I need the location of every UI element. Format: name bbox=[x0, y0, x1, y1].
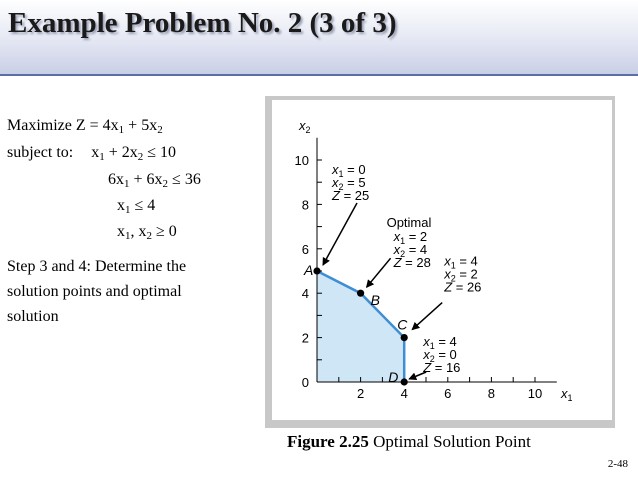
figure-panel bbox=[272, 100, 612, 420]
corner-point-b bbox=[357, 290, 364, 297]
step-line-3: solution bbox=[7, 308, 59, 325]
annotation-d: $x_2 = 0$ bbox=[423, 347, 457, 364]
annotation-a: Z = 25 bbox=[332, 188, 370, 203]
corner-point-a bbox=[313, 267, 320, 274]
x-axis-label: $x_1$ bbox=[561, 386, 573, 403]
constraint-4: $x_1$, $x_2 \ge 0$ bbox=[117, 223, 177, 242]
annotation-arrow bbox=[367, 258, 391, 287]
constraint-1: subject to: $x_1 + 2x_2 \le 10$ bbox=[7, 144, 177, 163]
figure-caption: Figure 2.25 Optimal Solution Point bbox=[287, 432, 531, 451]
y-tick-label: 2 bbox=[301, 330, 309, 346]
origin-label: 0 bbox=[301, 375, 309, 390]
objective-line: Maximize $Z = 4x_1 + 5x_2$ bbox=[7, 117, 163, 136]
corner-label-a: A bbox=[304, 262, 314, 278]
step-line-2: solution points and optimal bbox=[7, 283, 182, 300]
y-tick-label: 6 bbox=[301, 241, 309, 257]
annotation-d: Z = 16 bbox=[423, 360, 461, 375]
y-tick-label: 10 bbox=[294, 153, 309, 168]
annotation-c: $x_1 = 4$ bbox=[444, 253, 478, 271]
optimal-heading: Optimal bbox=[386, 215, 432, 231]
annotation-arrow bbox=[409, 372, 426, 379]
y-tick-label: 8 bbox=[301, 197, 309, 213]
corner-point-c bbox=[401, 334, 408, 341]
corner-label-c: C bbox=[397, 316, 408, 333]
x-tick-label: 4 bbox=[400, 386, 408, 401]
page-number: 2-48 bbox=[607, 458, 628, 470]
annotation-a: $x_1 = 0$ bbox=[332, 162, 366, 179]
x-tick-label: 2 bbox=[356, 386, 365, 401]
annotation-c: $x_2 = 2$ bbox=[444, 266, 478, 284]
annotation-a: $x_2 = 5$ bbox=[332, 175, 366, 192]
constraint-3: $x_1 \le 4$ bbox=[117, 197, 156, 216]
title-divider bbox=[0, 74, 638, 76]
corner-point-d bbox=[401, 378, 408, 385]
y-axis-label: $x_2$ bbox=[299, 118, 311, 135]
feasible-region bbox=[317, 271, 404, 382]
y-tick-label: 4 bbox=[301, 286, 309, 302]
annotation-arrow bbox=[412, 303, 442, 330]
x-tick-label: 10 bbox=[527, 386, 543, 401]
annotation-b: Z = 28 bbox=[393, 255, 431, 271]
constraint-2: $6x_1 + 6x_2 \le 36$ bbox=[108, 171, 201, 190]
annotation-b: $x_1 = 2$ bbox=[393, 229, 428, 247]
step-line-1: Step 3 and 4: Determine the bbox=[7, 258, 187, 275]
annotation-d: $x_1 = 4$ bbox=[423, 334, 457, 351]
x-tick-label: 6 bbox=[444, 386, 452, 401]
corner-label-d: D bbox=[388, 369, 399, 385]
solution-graph bbox=[272, 100, 612, 420]
corner-label-b: B bbox=[370, 292, 380, 309]
x-tick-label: 8 bbox=[487, 386, 496, 401]
annotation-arrow bbox=[323, 203, 357, 265]
annotation-c: Z = 26 bbox=[444, 279, 482, 295]
annotation-b: $x_2 = 4$ bbox=[393, 242, 428, 260]
slide-title: Example Problem No. 2 (3 of 3) bbox=[8, 7, 397, 39]
